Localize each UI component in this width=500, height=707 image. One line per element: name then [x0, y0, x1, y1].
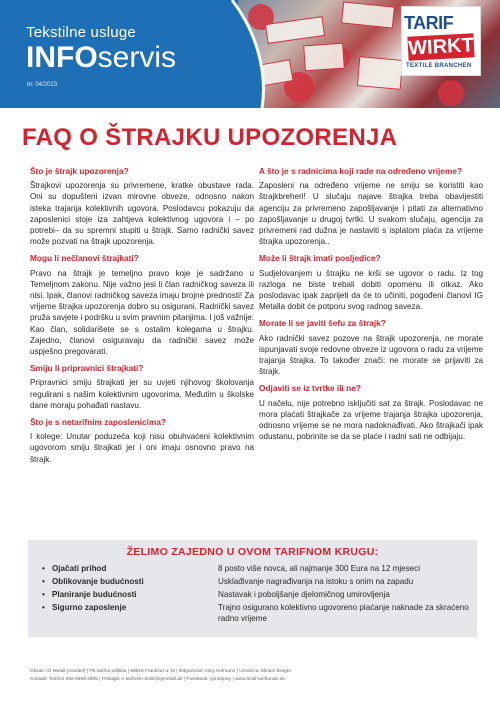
faq-question: Morate li se javiti šefu za štrajk?: [259, 318, 386, 329]
logo-line-3: TEXTILE BRANCHEN: [406, 63, 472, 69]
demand-description: Usklađivanje nagrađivanja na istoku s onim na zapadu: [218, 577, 414, 586]
footer-line-2: Kontakt: Telefon 069 6693-2905 | Pošaljite e-tarifnom-textil@igmetall.de | Facebook: igmetpray | www.textil-tarifrunde.de: [30, 677, 285, 682]
demands-box: [28, 540, 477, 637]
faq-question: A što je s radnicima koji rade na određeno vrijeme?: [259, 166, 463, 176]
demand-term: Oblikovanje budućnosti: [52, 577, 144, 586]
header-title: [26, 42, 176, 74]
faq-left-column: [30, 166, 254, 471]
header-banner: [0, 0, 500, 108]
header-title-bold: INFO: [26, 41, 98, 74]
faq-question: Što je s netarifnim zaposlenicima?: [30, 417, 167, 428]
footer-imprint: [30, 668, 480, 684]
faq-answer: Sudjelovanjem u štrajku ne krši se ugovor o radu. Iz tog razloga ne biste trebali dobiti opomenu ili otkaz. Ako poslodavac ipak zaprijeti da će to učiniti, pogođeni članovi IG Metalla dobit će potporu svog radnog saveza.: [259, 268, 483, 312]
faq-question: Mogu li nečlanovi štrajkati?: [30, 253, 139, 264]
footer-line-1: Otisak: IG Metall (novatel) | FB tarifna politika | 60519 Frankfurt a. M | Odgovoran: Jörg Hofmann | Urednica: Miriam Bürger: [30, 669, 292, 674]
faq-question: Smiju li pripravnici štrajkati?: [30, 363, 144, 374]
page-title: FAQ O ŠTRAJKU UPOZORENJA: [22, 124, 398, 151]
logo-line-2: WIRKT: [407, 34, 475, 60]
logo-line-1: TARIF: [404, 13, 454, 33]
faq-question: Odjaviti se iz tvrtke ili ne?: [259, 383, 361, 394]
header-title-thin: servis: [97, 41, 177, 74]
faq-answer: U načelu, nije potrebno isključiti sat za štrajk. Poslodavac ne mora plaćati štrajkače za vrijeme trajanja štrajka upozorenja, odnosno vrijeme se ne mora nadoknađivati. Ako štrajkači ipak odustanu, pobrinite se da se plaće i radni sati ne odbijaju.: [259, 398, 483, 442]
faq-answer: Zaposleni na određeno vrijeme ne smiju se koristiti kao štrajkbreheri! U slučaju najave štrajka treba obavijestiti agenciju za privremeno zapošljavanje i pitati za alternativno zapošljavanje u drugoj tvrtki. U svakom slučaju, agencija za privremeni rad dužna je nastaviti s isplatom plaća za vrijeme štrajka upozorenja..: [259, 181, 483, 247]
faq-answer: Ako radnički savez pozove na štrajk upozorenja, ne morate ispunjavati svoje redovne obveze iz ugovora o radu za vrijeme trajanja štrajka. To također znači: ne morate se prijaviti za štrajk.: [259, 333, 483, 377]
demands-title: ŽELIMO ZAJEDNO U OVOM TARIFNOM KRUGU:: [126, 546, 379, 558]
faq-answer: Pravo na štrajk je temeljno pravo koje je sadržano u Temeljnom zakonu. Nije važno jesi li član radničkog saveza ili nisi. Ipak, članovi radničkog saveza imaju brojne prednosti! Za vrijeme štrajka upozorenja dobro su osigurani. Radnički savez pruža savjete i podršku u svim pravnim pitanjima. I još važnije: Kao član, solidarišete se s ostalim kolegama u štrajku. Zajedno, članovi osiguravaju da radnički savez može uspješno pregovarati.: [30, 268, 254, 357]
tarif-wirkt-logo: [401, 6, 481, 76]
demand-description: 8 posto više novca, ali najmanje 300 Eura na 12 mjeseci: [218, 564, 421, 573]
demand-term: Planiranje budućnosti: [52, 590, 137, 599]
issue-number: br. 04/2023: [27, 82, 58, 88]
bullet-icon: •: [42, 577, 45, 586]
faq-answer: Pripravnici smiju štrajkati jer su uvjeti njihovog školovanja regulirani s našim kolektivnim ugovorima. Međutim u školske dane moraju pohađati nastavu.: [30, 378, 254, 410]
demand-term: Sigurno zaposlenje: [52, 603, 127, 612]
bullet-icon: •: [42, 590, 45, 599]
demand-description: Nastavak i poboljšanje djelomičnog umirovljenja: [218, 590, 390, 599]
faq-question: Što je štrajk upozorenja?: [30, 166, 129, 176]
faq-question: Može li štrajk imati posljedice?: [259, 253, 381, 264]
faq-answer: Štrajkovi upozorenja su privremene, kratke obustave rada. Oni su dopušteni izvan mirovne obveze, odnosno nakon isteka trajanja kolektivnih ugovora. Poslodavcu pokazuju da zaposlenici stoje iza zahtjeva kolektivnog ugovora i – po potrebi– da su spremni stupiti u štrajk. Samo radnički savez može pozvati na štrajk upozorenja.: [30, 181, 254, 247]
header-subtitle: Tekstilne usluge: [26, 24, 136, 41]
demand-term: Ojačati prihod: [52, 564, 107, 573]
demand-description: Trajno osigurano kolektivno ugovoreno plaćanje naknade za skraćeno radno vrijeme: [218, 603, 469, 623]
bullet-icon: •: [42, 603, 45, 612]
faq-right-column: [259, 166, 483, 448]
faq-answer: I kolege: Unutar poduzeća koji nisu obuhvaćeni kolektivnim ugovorom smiju štrajkati jer i oni imaju osnovno pravo na štrajk.: [30, 432, 254, 464]
bullet-icon: •: [42, 564, 45, 573]
